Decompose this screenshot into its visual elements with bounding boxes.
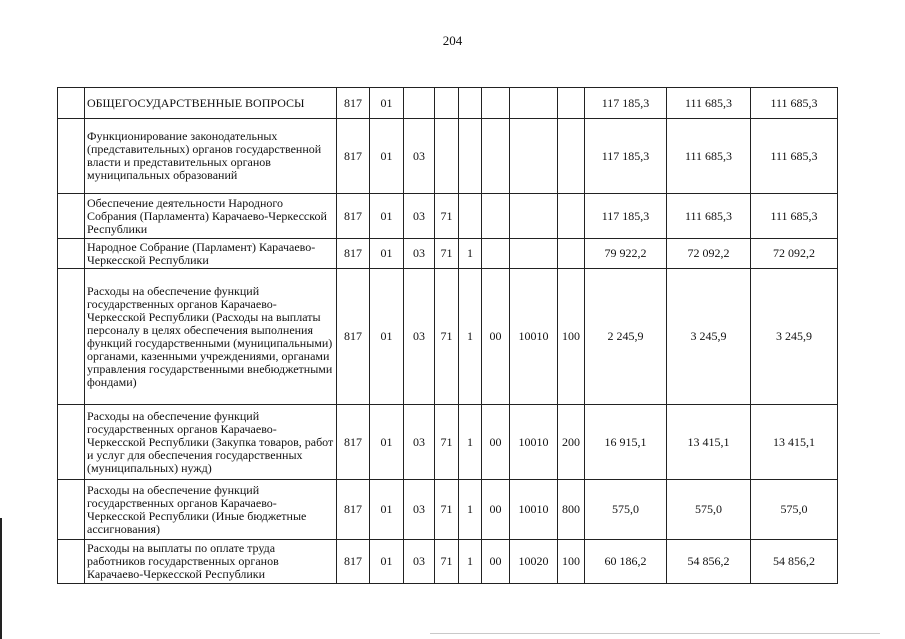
row-description: Народное Собрание (Парламент) Карачаево-Черкесской Республики [85,239,337,269]
row-margin-cell [58,239,85,269]
code-cell: 800 [558,480,585,540]
row-margin-cell [58,194,85,239]
code-cell: 00 [482,269,510,405]
code-cell [510,119,558,194]
amount-cell: 117 185,3 [585,119,667,194]
row-description: Расходы на обеспечение функций государственных органов Карачаево-Черкесской Республики (Иные бюджетные ассигнования) [85,480,337,540]
amount-cell: 111 685,3 [751,194,838,239]
row-margin-cell [58,119,85,194]
code-cell: 100 [558,269,585,405]
budget-table [57,87,838,584]
code-cell: 10010 [510,269,558,405]
code-cell: 817 [337,480,370,540]
amount-cell: 111 685,3 [667,88,751,119]
code-cell: 817 [337,194,370,239]
code-cell: 10010 [510,480,558,540]
amount-cell: 3 245,9 [667,269,751,405]
amount-cell: 117 185,3 [585,88,667,119]
amount-cell: 60 186,2 [585,540,667,584]
code-cell: 817 [337,239,370,269]
table-row [58,88,838,119]
amount-cell: 575,0 [667,480,751,540]
table-row [58,269,838,405]
code-cell: 00 [482,480,510,540]
code-cell: 1 [459,239,482,269]
code-cell: 817 [337,405,370,480]
code-cell: 71 [435,194,459,239]
scan-bottom-rule [430,633,880,634]
row-margin-cell [58,540,85,584]
code-cell [482,194,510,239]
row-description: Расходы на обеспечение функций государственных органов Карачаево-Черкесской Республики (Расходы на выплаты персоналу в целях обеспечения выполнения функций государственными (муниципальными) органами, казенными учреждениями, органами управления государственными внебюджетными фондами) [85,269,337,405]
amount-cell: 575,0 [751,480,838,540]
row-margin-cell [58,405,85,480]
amount-cell: 13 415,1 [751,405,838,480]
code-cell: 01 [370,194,404,239]
code-cell [558,194,585,239]
amount-cell: 111 685,3 [667,194,751,239]
code-cell: 1 [459,480,482,540]
amount-cell: 2 245,9 [585,269,667,405]
row-margin-cell [58,88,85,119]
row-description: ОБЩЕГОСУДАРСТВЕННЫЕ ВОПРОСЫ [85,88,337,119]
amount-cell: 16 915,1 [585,405,667,480]
row-description: Обеспечение деятельности Народного Собрания (Парламента) Карачаево-Черкесской Республики [85,194,337,239]
code-cell: 01 [370,239,404,269]
code-cell: 03 [404,194,435,239]
code-cell: 1 [459,540,482,584]
amount-cell: 111 685,3 [667,119,751,194]
code-cell: 01 [370,119,404,194]
code-cell: 1 [459,269,482,405]
code-cell: 01 [370,88,404,119]
amount-cell: 54 856,2 [667,540,751,584]
row-description: Расходы на выплаты по оплате труда работников государственных органов Карачаево-Черкесской Республики [85,540,337,584]
code-cell: 10010 [510,405,558,480]
table-row [58,480,838,540]
code-cell: 01 [370,405,404,480]
amount-cell: 575,0 [585,480,667,540]
code-cell: 71 [435,405,459,480]
code-cell [459,88,482,119]
code-cell [558,88,585,119]
code-cell: 200 [558,405,585,480]
amount-cell: 111 685,3 [751,88,838,119]
amount-cell: 117 185,3 [585,194,667,239]
amount-cell: 79 922,2 [585,239,667,269]
code-cell: 817 [337,88,370,119]
code-cell [558,239,585,269]
amount-cell: 72 092,2 [667,239,751,269]
amount-cell: 13 415,1 [667,405,751,480]
table-row [58,540,838,584]
row-description: Расходы на обеспечение функций государственных органов Карачаево-Черкесской Республики (Закупка товаров, работ и услуг для обеспечения государственных (муниципальных) нужд) [85,405,337,480]
row-margin-cell [58,480,85,540]
code-cell: 03 [404,239,435,269]
code-cell: 1 [459,405,482,480]
code-cell: 01 [370,480,404,540]
table-row [58,239,838,269]
code-cell [459,194,482,239]
row-description: Функционирование законодательных (представительных) органов государственной власти и представительных органов муниципальных образований [85,119,337,194]
code-cell: 03 [404,119,435,194]
code-cell: 71 [435,540,459,584]
code-cell: 817 [337,119,370,194]
code-cell: 03 [404,269,435,405]
code-cell [404,88,435,119]
code-cell: 01 [370,540,404,584]
amount-cell: 3 245,9 [751,269,838,405]
code-cell [435,119,459,194]
scan-edge-line [0,518,2,639]
code-cell: 10020 [510,540,558,584]
code-cell [459,119,482,194]
code-cell: 71 [435,239,459,269]
code-cell: 100 [558,540,585,584]
code-cell: 00 [482,405,510,480]
table-row [58,194,838,239]
code-cell [558,119,585,194]
code-cell [510,88,558,119]
code-cell [510,194,558,239]
code-cell: 00 [482,540,510,584]
code-cell: 03 [404,480,435,540]
code-cell: 01 [370,269,404,405]
code-cell [482,119,510,194]
code-cell [510,239,558,269]
code-cell: 817 [337,269,370,405]
row-margin-cell [58,269,85,405]
code-cell: 03 [404,405,435,480]
code-cell [482,239,510,269]
amount-cell: 111 685,3 [751,119,838,194]
code-cell: 817 [337,540,370,584]
code-cell: 71 [435,269,459,405]
page-number: 204 [442,33,463,48]
code-cell [435,88,459,119]
code-cell: 03 [404,540,435,584]
code-cell [482,88,510,119]
table-row [58,119,838,194]
table-row [58,405,838,480]
code-cell: 71 [435,480,459,540]
amount-cell: 54 856,2 [751,540,838,584]
amount-cell: 72 092,2 [751,239,838,269]
